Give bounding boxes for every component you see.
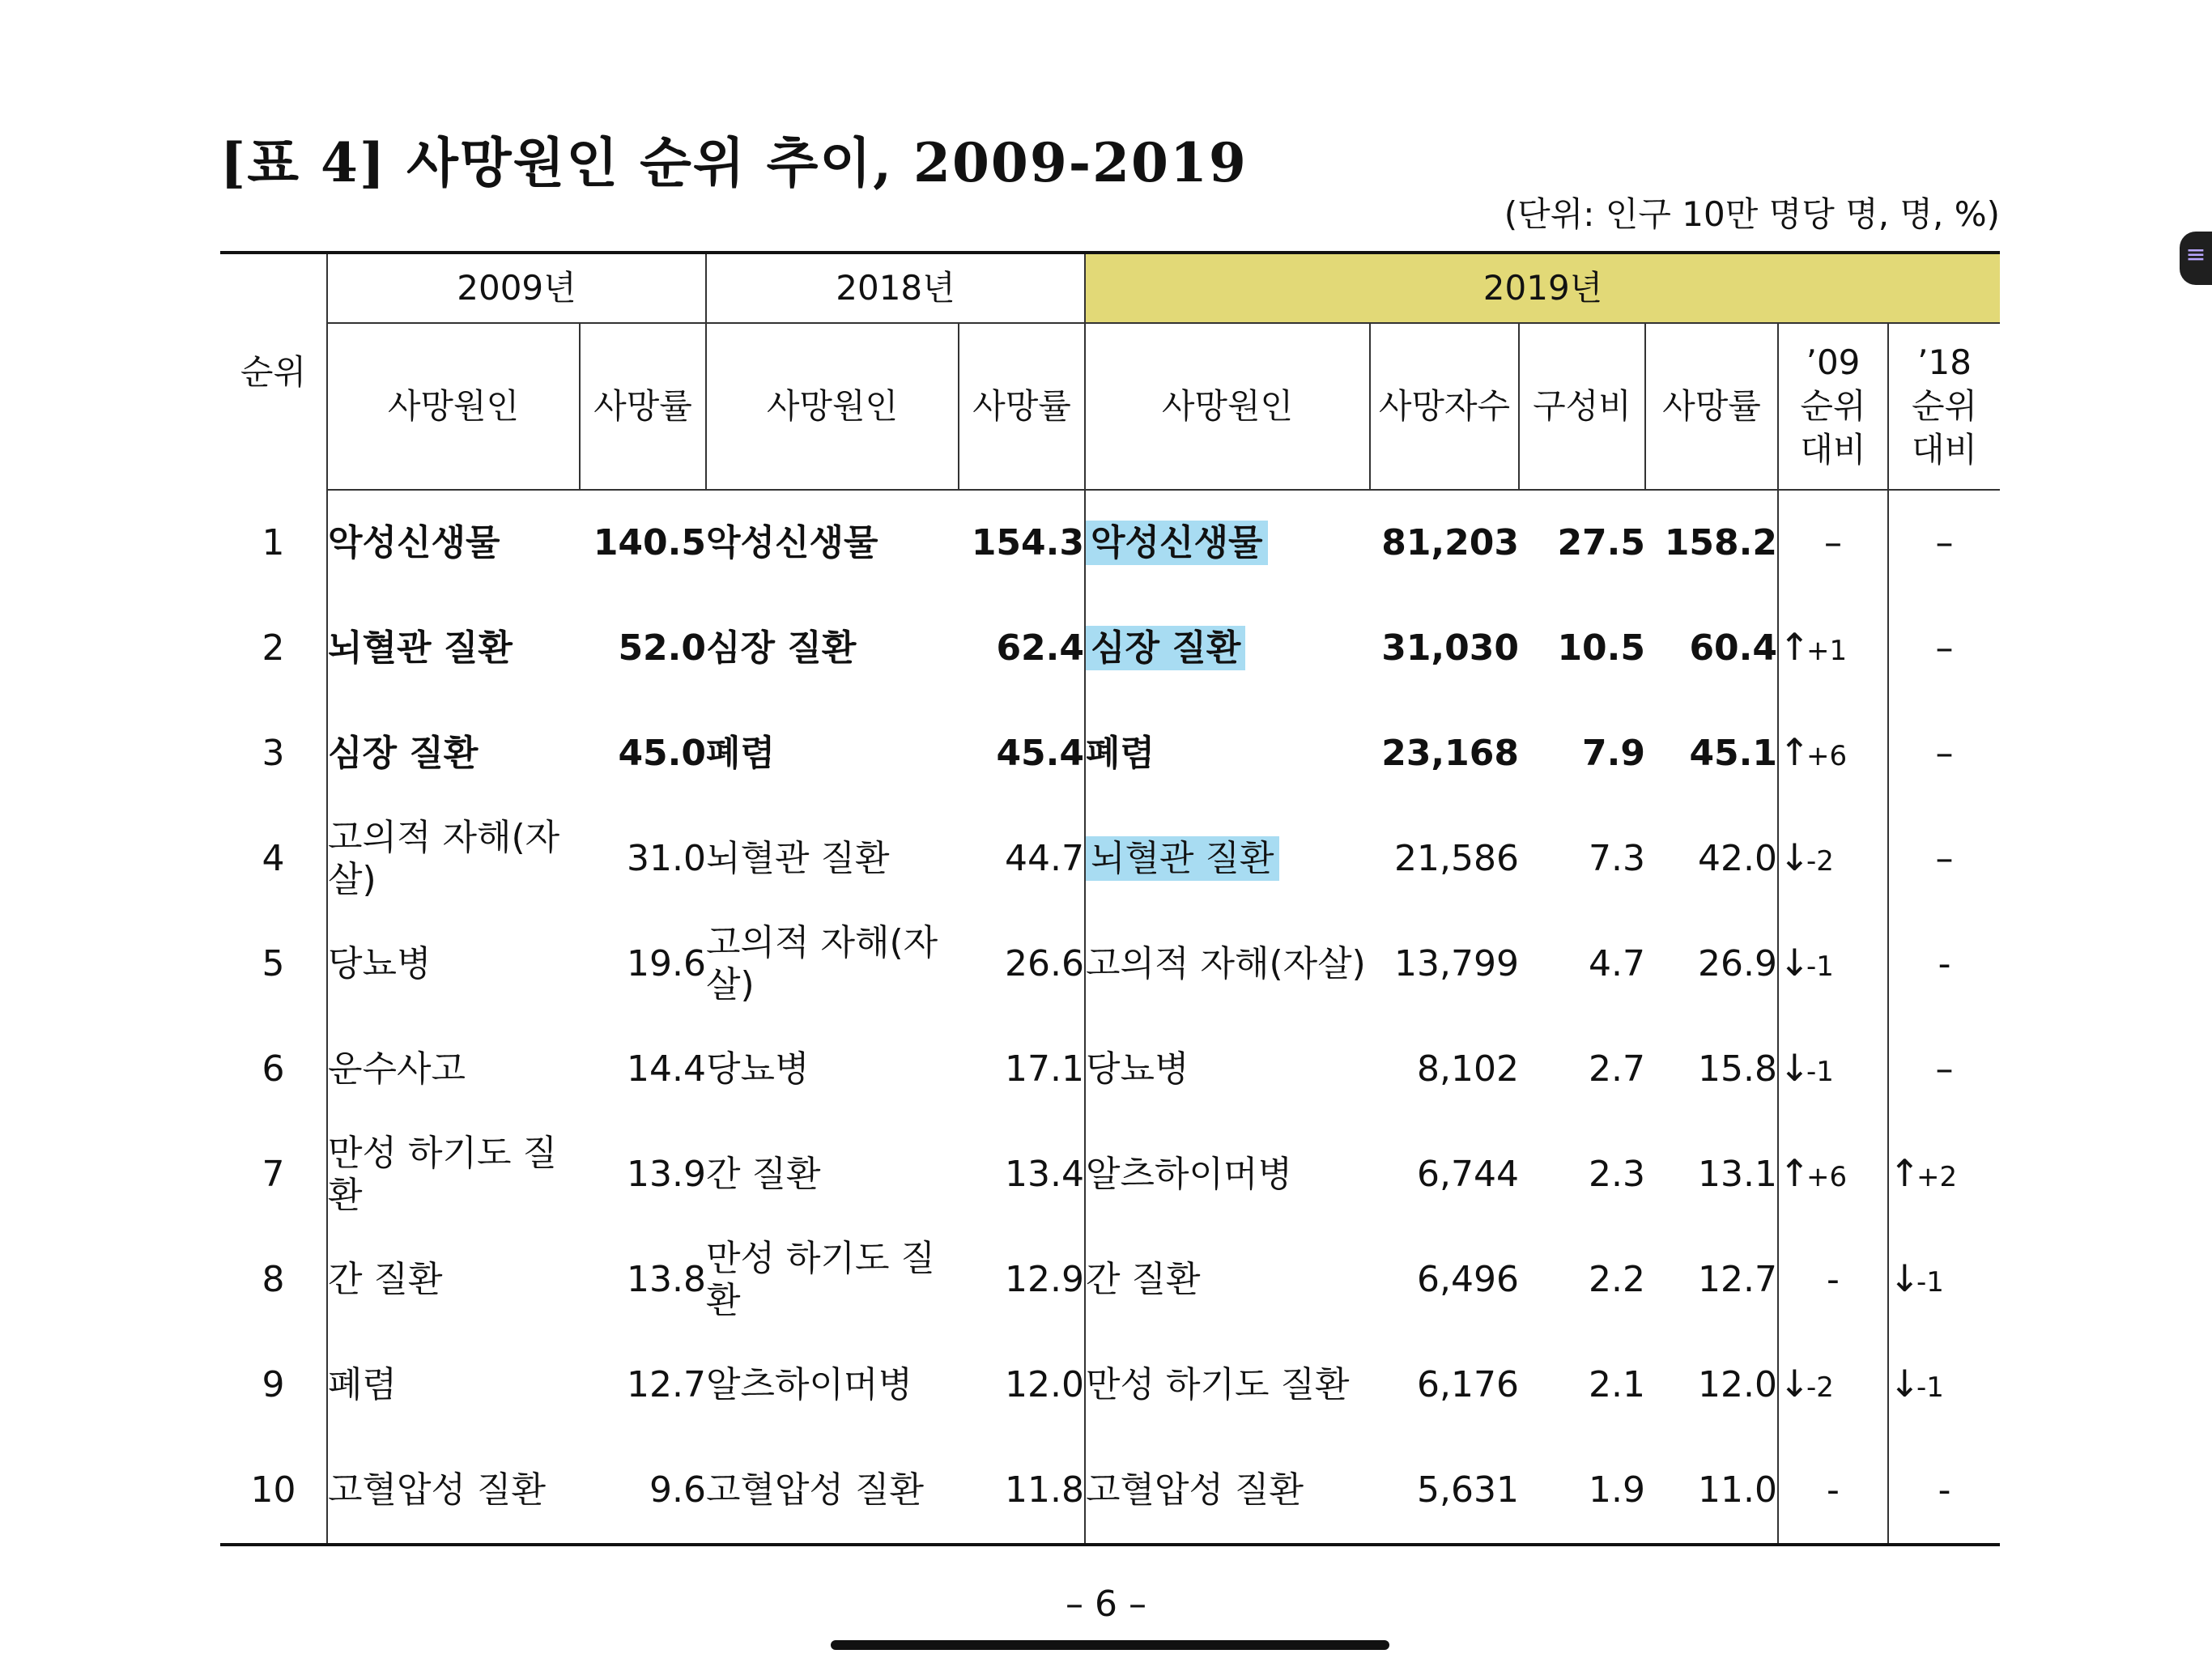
cause-text: 폐렴 (1086, 733, 1155, 774)
rate-2009: 12.7 (627, 1364, 706, 1405)
arrow-down-icon: ↓ (1779, 940, 1810, 984)
rank-delta: +6 (1806, 1160, 1848, 1193)
share-2019: 10.5 (1557, 627, 1645, 669)
deaths-2019: 23,168 (1381, 733, 1519, 774)
change-vs-2009 (1778, 1333, 1888, 1438)
table-title: [표 4] 사망원인 순위 추이, 2009-2019 (220, 131, 1248, 194)
rate-2009: 45.0 (618, 733, 706, 774)
share-2019: 2.7 (1589, 1048, 1645, 1090)
rank-cell: 8 (262, 1259, 285, 1300)
cause-highlight: 심장 질환 (1086, 626, 1245, 670)
share-2019: 2.1 (1589, 1364, 1645, 1405)
deaths-2019: 31,030 (1381, 627, 1519, 669)
change-vs-2009 (1778, 806, 1888, 912)
cause-2009: 고의적 자해(자살) (327, 806, 580, 912)
cause-2019 (1085, 912, 1370, 1017)
cause-2018: 악성신생물 (706, 522, 878, 563)
arrow-down-icon: ↓ (1889, 1256, 1921, 1300)
rate-2019: 12.7 (1698, 1259, 1777, 1300)
rate-2018: 12.0 (1005, 1364, 1084, 1405)
deaths-2019: 6,744 (1417, 1154, 1519, 1195)
rate-2019: 12.0 (1698, 1364, 1777, 1405)
rank-delta: +2 (1916, 1160, 1958, 1193)
rate-2018: 12.9 (1005, 1259, 1084, 1300)
deaths-2019: 5,631 (1370, 1438, 1519, 1545)
arrow-up-icon: ↑ (1779, 624, 1810, 669)
header-year-2009: 2009년 (327, 253, 706, 323)
change-vs-2009: - (1778, 1227, 1888, 1333)
cause-2019 (1085, 1227, 1370, 1333)
rank-cell: 9 (262, 1364, 285, 1405)
table-body (220, 490, 2000, 1545)
rate-2018: 45.4 (996, 733, 1084, 774)
rate-2019: 60.4 (1689, 627, 1777, 669)
table-row (220, 701, 2000, 806)
header-vs-2018-line2: 순위 (1911, 386, 1978, 426)
rate-2019: 15.8 (1698, 1048, 1777, 1090)
header-deaths-2019: 사망자수 (1370, 323, 1519, 490)
rate-2009: 31.0 (627, 838, 706, 879)
change-vs-2018 (1888, 1122, 2000, 1227)
cause-2019 (1085, 1017, 1370, 1122)
header-year-2019: 2019년 (1085, 253, 2000, 323)
cause-2009: 간 질환 (327, 1227, 580, 1333)
deaths-2019: 8,102 (1417, 1048, 1519, 1090)
arrow-up-icon: ↑ (1889, 1150, 1921, 1195)
table-row (220, 1017, 2000, 1122)
table-row (220, 490, 2000, 596)
rate-2018: 44.7 (1005, 838, 1084, 879)
cause-2019 (1085, 1438, 1370, 1545)
change-vs-2009: – (1778, 490, 1888, 596)
rate-2019: 45.1 (1689, 733, 1777, 774)
header-vs-2018-line1: ’18 (1917, 342, 1972, 382)
rank-cell: 2 (262, 627, 285, 669)
share-2019: 27.5 (1557, 522, 1645, 563)
rank-cell: 3 (262, 733, 285, 774)
deaths-2019: 13,799 (1394, 943, 1519, 984)
share-2019: 2.2 (1589, 1259, 1645, 1300)
rate-2018: 26.6 (1005, 943, 1084, 984)
header-vs-2009-line2: 순위 (1800, 386, 1866, 426)
cause-2009: 만성 하기도 질환 (327, 1122, 580, 1227)
cause-2018: 간 질환 (706, 1154, 821, 1195)
arrow-down-icon: ↓ (1779, 1361, 1810, 1405)
cause-2018: 심장 질환 (706, 627, 857, 669)
change-vs-2018: - (1888, 912, 2000, 1017)
change-vs-2009 (1778, 1122, 1888, 1227)
change-vs-2018: - (1888, 1438, 2000, 1545)
rank-delta: +1 (1806, 634, 1848, 667)
header-rate-2009: 사망률 (580, 323, 706, 490)
rate-2018: 13.4 (1005, 1154, 1084, 1195)
rank-cell: 4 (262, 838, 285, 879)
header-vs-2009-line3: 대비 (1800, 430, 1866, 470)
rate-2019: 158.2 (1664, 522, 1777, 563)
rate-2018: 154.3 (971, 522, 1084, 563)
rate-2018: 17.1 (1005, 1048, 1084, 1090)
table-row (220, 1227, 2000, 1333)
header-vs-2009 (1778, 323, 1888, 490)
cause-2009: 당뇨병 (327, 912, 580, 1017)
cause-2018: 고의적 자해(자살) (706, 922, 938, 1005)
table-row (220, 1333, 2000, 1438)
rate-2009: 19.6 (627, 943, 706, 984)
change-vs-2009 (1778, 912, 1888, 1017)
change-vs-2018: – (1888, 1017, 2000, 1122)
header-vs-2018-line3: 대비 (1911, 430, 1978, 470)
rate-2019: 13.1 (1698, 1154, 1777, 1195)
change-vs-2018: – (1888, 701, 2000, 806)
cause-2019 (1085, 1122, 1370, 1227)
cause-2019 (1085, 1333, 1370, 1438)
cause-text: 간 질환 (1086, 1259, 1201, 1300)
header-cause-2018: 사망원인 (706, 323, 959, 490)
unit-note: (단위: 인구 10만 명당 명, 명, %) (1504, 194, 2000, 234)
table-row (220, 1438, 2000, 1545)
rank-delta: -1 (1806, 1055, 1834, 1088)
arrow-up-icon: ↑ (1779, 1150, 1810, 1195)
rank-delta: +6 (1806, 739, 1848, 772)
header-cause-2019: 사망원인 (1085, 323, 1370, 490)
cause-highlight: 뇌혈관 질환 (1086, 836, 1279, 881)
change-vs-2018: – (1888, 490, 2000, 596)
menu-lines-icon: ≡ (2185, 240, 2206, 269)
cause-text: 당뇨병 (1086, 1048, 1189, 1090)
cause-2018: 고혈압성 질환 (706, 1438, 959, 1545)
change-vs-2018: – (1888, 596, 2000, 701)
change-vs-2009 (1778, 596, 1888, 701)
cause-text: 고의적 자해(자살) (1086, 943, 1366, 984)
arrow-down-icon: ↓ (1889, 1361, 1921, 1405)
share-2019: 7.3 (1589, 838, 1645, 879)
table-row (220, 912, 2000, 1017)
cause-text: 고혈압성 질환 (1086, 1469, 1304, 1511)
cause-2019 (1085, 701, 1370, 806)
header-cause-2009: 사망원인 (327, 323, 580, 490)
rate-2009: 9.6 (580, 1438, 706, 1545)
cause-2019 (1085, 806, 1370, 912)
change-vs-2009: - (1778, 1438, 1888, 1545)
share-2019: 4.7 (1589, 943, 1645, 984)
rate-2009: 14.4 (627, 1048, 706, 1090)
cause-2009: 폐렴 (327, 1333, 580, 1438)
rank-delta: -2 (1806, 1371, 1834, 1404)
rate-2009: 52.0 (618, 627, 706, 669)
cause-2018: 뇌혈관 질환 (706, 838, 890, 879)
rate-2019: 11.0 (1645, 1438, 1778, 1545)
header-share-2019: 구성비 (1519, 323, 1645, 490)
rate-2009: 13.8 (627, 1259, 706, 1300)
cause-2009: 고혈압성 질환 (327, 1438, 580, 1545)
header-rate-2019: 사망률 (1645, 323, 1778, 490)
deaths-2019: 6,496 (1417, 1259, 1519, 1300)
cause-2018: 만성 하기도 질환 (706, 1238, 935, 1321)
rank-cell: 1 (262, 521, 285, 563)
rank-cell: 6 (262, 1048, 285, 1090)
arrow-up-icon: ↑ (1779, 729, 1810, 774)
share-2019: 1.9 (1519, 1438, 1645, 1545)
table-row (220, 1122, 2000, 1227)
header-vs-2018 (1888, 323, 2000, 490)
cause-highlight: 악성신생물 (1086, 521, 1268, 565)
cause-2019 (1085, 596, 1370, 701)
rank-cell: 7 (262, 1154, 285, 1195)
rank-delta: -2 (1806, 844, 1834, 878)
change-vs-2018 (1888, 1227, 2000, 1333)
rate-2019: 42.0 (1698, 838, 1777, 879)
cause-2018: 당뇨병 (706, 1048, 810, 1090)
rate-2019: 26.9 (1698, 943, 1777, 984)
rate-2009: 140.5 (593, 522, 706, 563)
death-cause-table (220, 251, 2000, 1546)
header-year-2018: 2018년 (706, 253, 1085, 323)
cause-2009: 악성신생물 (327, 490, 580, 596)
side-menu-handle[interactable] (2180, 232, 2212, 285)
rank-delta: -1 (1806, 950, 1834, 983)
arrow-down-icon: ↓ (1779, 1045, 1810, 1090)
cause-2018: 폐렴 (706, 733, 776, 774)
deaths-2019: 81,203 (1381, 522, 1519, 563)
change-vs-2009 (1778, 701, 1888, 806)
share-2019: 7.9 (1582, 733, 1645, 774)
change-vs-2009 (1778, 1017, 1888, 1122)
cause-2009: 운수사고 (327, 1017, 580, 1122)
cause-2009: 뇌혈관 질환 (327, 596, 580, 701)
cause-text: 만성 하기도 질환 (1086, 1364, 1350, 1405)
rate-2018: 62.4 (996, 627, 1084, 669)
change-vs-2018: – (1888, 806, 2000, 912)
rank-delta: -1 (1916, 1371, 1944, 1404)
cause-2018: 알츠하이머병 (706, 1364, 913, 1405)
home-indicator-bar[interactable] (831, 1640, 1389, 1650)
cause-2009: 심장 질환 (327, 701, 580, 806)
table-row (220, 806, 2000, 912)
rate-2018: 11.8 (959, 1438, 1085, 1545)
header-rate-2018: 사망률 (959, 323, 1085, 490)
deaths-2019: 6,176 (1417, 1364, 1519, 1405)
rank-delta: -1 (1916, 1265, 1944, 1299)
rank-cell: 10 (220, 1438, 327, 1545)
table-row (220, 596, 2000, 701)
deaths-2019: 21,586 (1394, 838, 1519, 879)
change-vs-2018 (1888, 1333, 2000, 1438)
header-rank: 순위 (220, 253, 327, 490)
cause-2019 (1085, 490, 1370, 596)
header-vs-2009-line1: ’09 (1806, 342, 1861, 382)
arrow-down-icon: ↓ (1779, 835, 1810, 879)
rank-cell: 5 (262, 943, 285, 984)
share-2019: 2.3 (1589, 1154, 1645, 1195)
page-number: – 6 – (1066, 1584, 1146, 1625)
rate-2009: 13.9 (627, 1154, 706, 1195)
cause-text: 알츠하이머병 (1086, 1154, 1293, 1195)
